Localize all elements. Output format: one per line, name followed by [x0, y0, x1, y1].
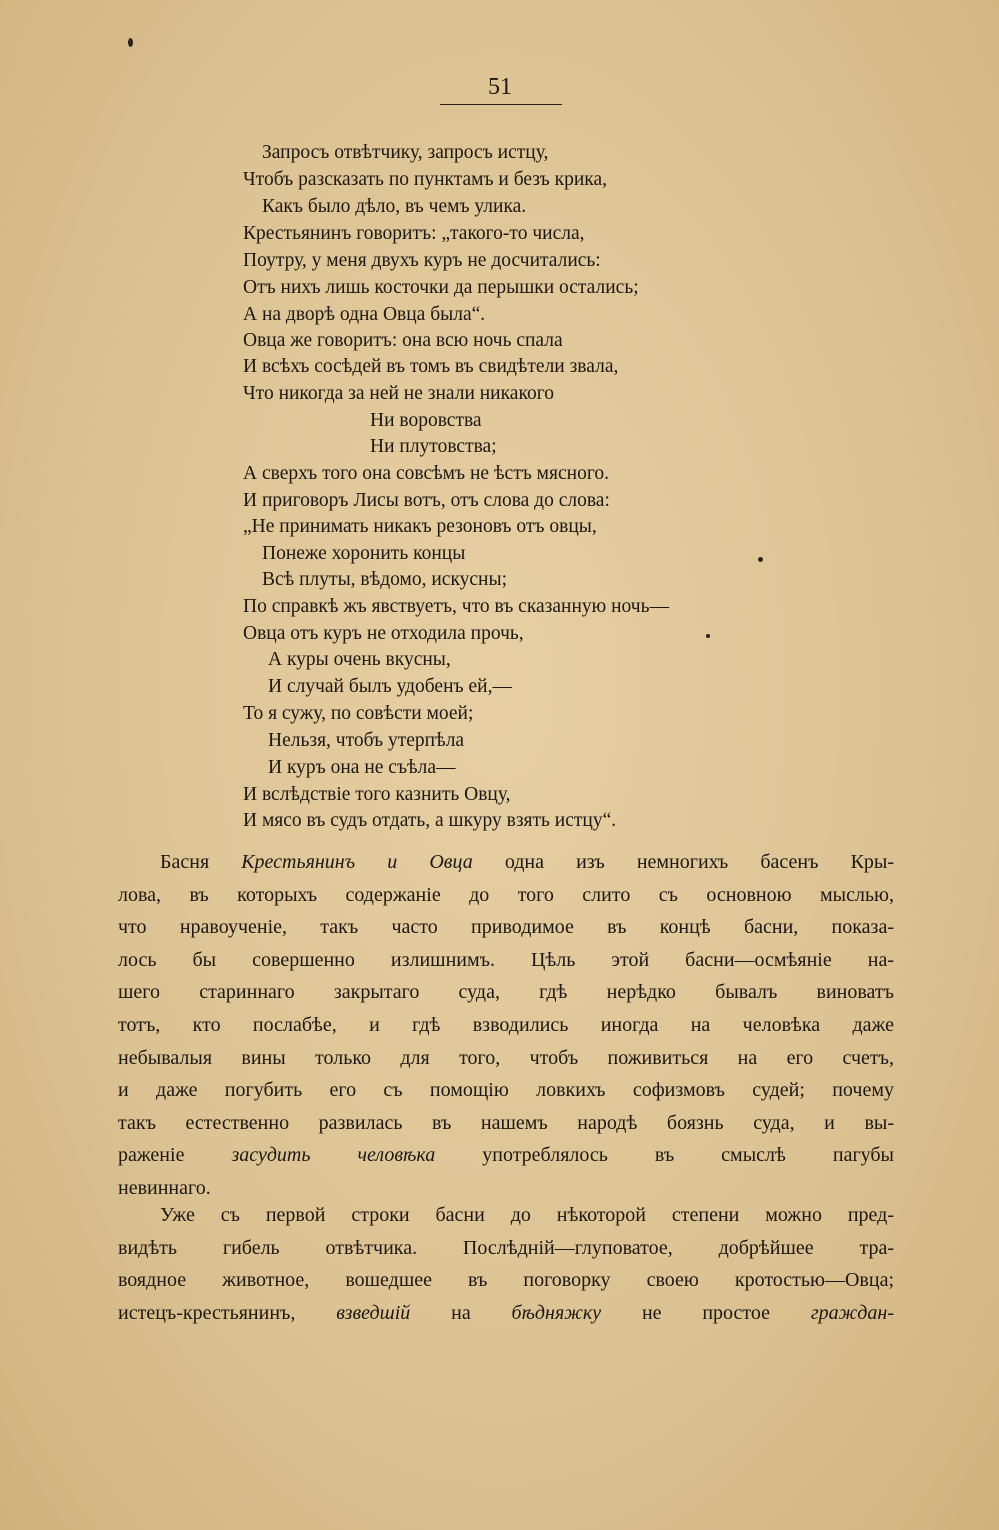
verse-line: А на дворѣ одна Овца была“. [243, 304, 486, 325]
paragraph-line: такъ естественно развилась въ нашемъ народѣ боязнь суда, и вы- [118, 1111, 894, 1134]
verse-line: Понеже хоронить концы [262, 543, 466, 564]
ink-speck [758, 557, 763, 562]
verse-line: Отъ нихъ лишь косточки да перышки остались; [243, 277, 639, 298]
commentary-paragraph-1 [118, 846, 894, 1205]
paragraph-line: что нравоученіе, такъ часто приводимое въ концѣ басни, показа- [118, 916, 894, 939]
paragraph-line: невиннаго. [118, 1176, 211, 1199]
ink-speck [128, 38, 133, 47]
header-rule [440, 104, 562, 105]
page-number: 51 [488, 74, 512, 100]
phrase-italic: засудить человѣка [231, 1144, 436, 1167]
paragraph-line: тотъ, кто послабѣе, и гдѣ взводились иногда на человѣка даже [118, 1013, 894, 1036]
paragraph-line: раженіе засудить человѣка употреблялось въ смыслѣ пагубы [118, 1144, 894, 1167]
paragraph-line: Басня Крестьянинъ и Овца одна изъ немногихъ басенъ Кры- [160, 851, 895, 873]
paragraph-line: видѣть гибель отвѣтчика. Послѣдній—глуповатое, добрѣйшее тра- [118, 1236, 894, 1259]
verse-line: Ни плутовства; [370, 436, 497, 457]
verse-line: А сверхъ того она совсѣмъ не ѣстъ мясного. [243, 463, 609, 484]
phrase-italic: бѣдняжку [511, 1301, 602, 1324]
verse-line: По справкѣ жъ явствуетъ, что въ сказанную ночь— [243, 596, 669, 617]
verse-line: И всѣхъ сосѣдей въ томъ въ свидѣтели звала, [243, 356, 619, 377]
paragraph-line: воядное животное, вошедшее въ поговорку своею кротостью—Овца; [118, 1269, 894, 1292]
verse-line: „Не принимать никакъ резоновъ отъ овцы, [243, 516, 597, 537]
verse-line: Крестьянинъ говоритъ: „такого-то числа, [243, 223, 585, 244]
phrase-italic: граждан- [810, 1301, 894, 1324]
verse-line: Овца же говоритъ: она всю ночь спала [243, 330, 563, 351]
fable-title-italic: Крестьянинъ и Овца [241, 851, 473, 873]
phrase-italic: взведшій [336, 1301, 411, 1324]
verse-line: Какъ было дѣло, въ чемъ улика. [262, 196, 527, 217]
verse-line: И куръ она не съѣла— [268, 757, 456, 778]
verse-line: То я сужу, по совѣсти моей; [243, 703, 474, 724]
verse-line: Овца отъ куръ не отходила прочь, [243, 623, 524, 644]
verse-line: И приговоръ Лисы вотъ, отъ слова до слова: [243, 490, 610, 511]
verse-line: Чтобъ разсказать по пунктамъ и безъ крика, [243, 169, 607, 190]
verse-line: Поутру, у меня двухъ куръ не досчитались: [243, 250, 601, 271]
paragraph-line: лова, въ которыхъ содержаніе до того слито съ основною мыслью, [118, 883, 894, 906]
verse-line: И случай былъ удобенъ ей,— [268, 676, 512, 697]
paragraph-line: лось бы совершенно излишнимъ. Цѣль этой басни—осмѣяніе на- [118, 948, 894, 971]
verse-line: Ни воровства [370, 410, 482, 431]
paragraph-line: истецъ-крестьянинъ, взведшій на бѣдняжку не простое граждан- [118, 1301, 894, 1324]
verse-line: Запросъ отвѣтчику, запросъ истцу, [262, 142, 549, 163]
paragraph-line: Уже съ первой строки басни до нѣкоторой степени можно пред- [160, 1204, 894, 1226]
verse-line: Что никогда за ней не знали никакого [243, 383, 554, 404]
commentary-paragraph-2 [118, 1199, 894, 1329]
paragraph-line: небывалыя вины только для того, чтобъ поживиться на его счетъ, [118, 1046, 894, 1069]
verse-line: Нельзя, чтобъ утерпѣла [268, 730, 465, 751]
ink-speck [706, 634, 710, 638]
verse-line: Всѣ плуты, вѣдомо, искусны; [262, 569, 507, 590]
verse-line: И вслѣдствіе того казнить Овцу, [243, 784, 511, 805]
verse-line: И мясо въ судъ отдать, а шкуру взять истцу“. [243, 810, 617, 831]
paragraph-line: и даже погубить его съ помощію ловкихъ софизмовъ судей; почему [118, 1079, 894, 1102]
paragraph-line: шего стариннаго закрытаго суда, гдѣ нерѣдко бывалъ виноватъ [118, 981, 894, 1004]
verse-line: А куры очень вкусны, [268, 649, 451, 670]
